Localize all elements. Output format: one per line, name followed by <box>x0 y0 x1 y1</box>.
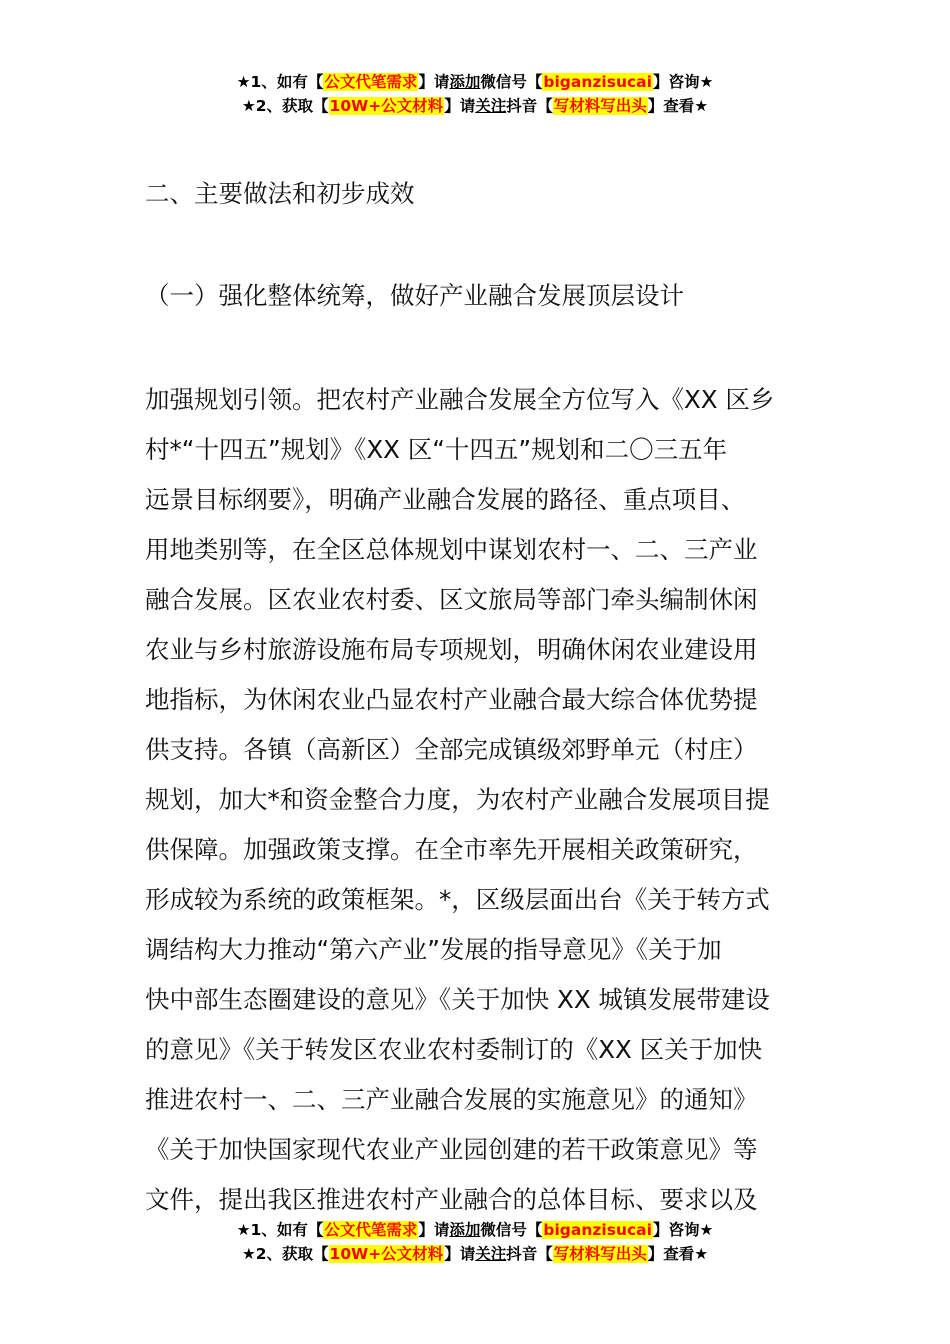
paragraph-line: 快中部生态圈建设的意见》《关于加快 XX 城镇发展带建设 <box>145 985 770 1014</box>
section-heading: 二、主要做法和初步成效 <box>145 179 415 208</box>
paragraph-line: 地指标，为休闲农业凸显农村产业融合最大综合体优势提 <box>145 685 758 714</box>
paragraph-line: 供保障。加强政策支撑。在全市率先开展相关政策研究， <box>145 835 758 864</box>
highlight-text: 公文代笔需求 <box>324 73 418 91</box>
paragraph-line: 文件，提出我区推进农村产业融合的总体目标、要求以及 <box>145 1185 758 1214</box>
paragraph-line: 的意见》《关于转发区农业农村委制订的《XX 区关于加快 <box>145 1035 763 1064</box>
top-banner <box>0 70 950 118</box>
highlight-text: 10W+公文材料 <box>329 97 444 115</box>
paragraph-line: 供支持。各镇（高新区）全部完成镇级郊野单元（村庄） <box>145 735 758 764</box>
banner-line-1: ★1、如有【公文代笔需求】请添加微信号【biganzisucai】咨询★ <box>236 1221 714 1239</box>
highlight-text: 10W+公文材料 <box>329 1245 444 1263</box>
paragraph-line: 融合发展。区农业农村委、区文旅局等部门牵头编制休闲 <box>145 585 758 614</box>
highlight-text: biganzisucai <box>543 1221 652 1239</box>
banner-line-2: ★2、获取【10W+公文材料】请关注抖音【写材料写出头】查看★ <box>241 1245 709 1263</box>
highlight-text: biganzisucai <box>543 73 652 91</box>
highlight-text: 写材料写出头 <box>553 1245 647 1263</box>
paragraph-line: 农业与乡村旅游设施布局专项规划，明确休闲农业建设用 <box>145 635 758 664</box>
paragraph-line: 规划，加大*和资金整合力度，为农村产业融合发展项目提 <box>145 785 770 814</box>
paragraph-line: 村*“十四五”规划》《XX 区“十四五”规划和二〇三五年 <box>145 435 728 464</box>
paragraph-line: 加强规划引领。把农村产业融合发展全方位写入《XX 区乡 <box>145 385 775 414</box>
paragraph-line: 远景目标纲要》，明确产业融合发展的路径、重点项目、 <box>145 485 746 514</box>
paragraph-line: 用地类别等，在全区总体规划中谋划农村一、二、三产业 <box>145 535 758 564</box>
highlight-text: 公文代笔需求 <box>324 1221 418 1239</box>
paragraph-line: 调结构大力推动“第六产业”发展的指导意见》《关于加 <box>145 935 722 964</box>
body-paragraph <box>145 375 810 1225</box>
banner-line-2: ★2、获取【10W+公文材料】请关注抖音【写材料写出头】查看★ <box>241 97 709 115</box>
paragraph-line: 《关于加快国家现代农业产业园创建的若干政策意见》等 <box>145 1135 758 1164</box>
banner-line-1: ★1、如有【公文代笔需求】请添加微信号【biganzisucai】咨询★ <box>236 73 714 91</box>
subsection-heading: （一）强化整体统筹，做好产业融合发展顶层设计 <box>145 281 684 310</box>
paragraph-line: 形成较为系统的政策框架。*，区级层面出台《关于转方式 <box>145 885 770 914</box>
bottom-banner <box>0 1218 950 1266</box>
paragraph-line: 推进农村一、二、三产业融合发展的实施意见》的通知》 <box>145 1085 758 1114</box>
highlight-text: 写材料写出头 <box>553 97 647 115</box>
